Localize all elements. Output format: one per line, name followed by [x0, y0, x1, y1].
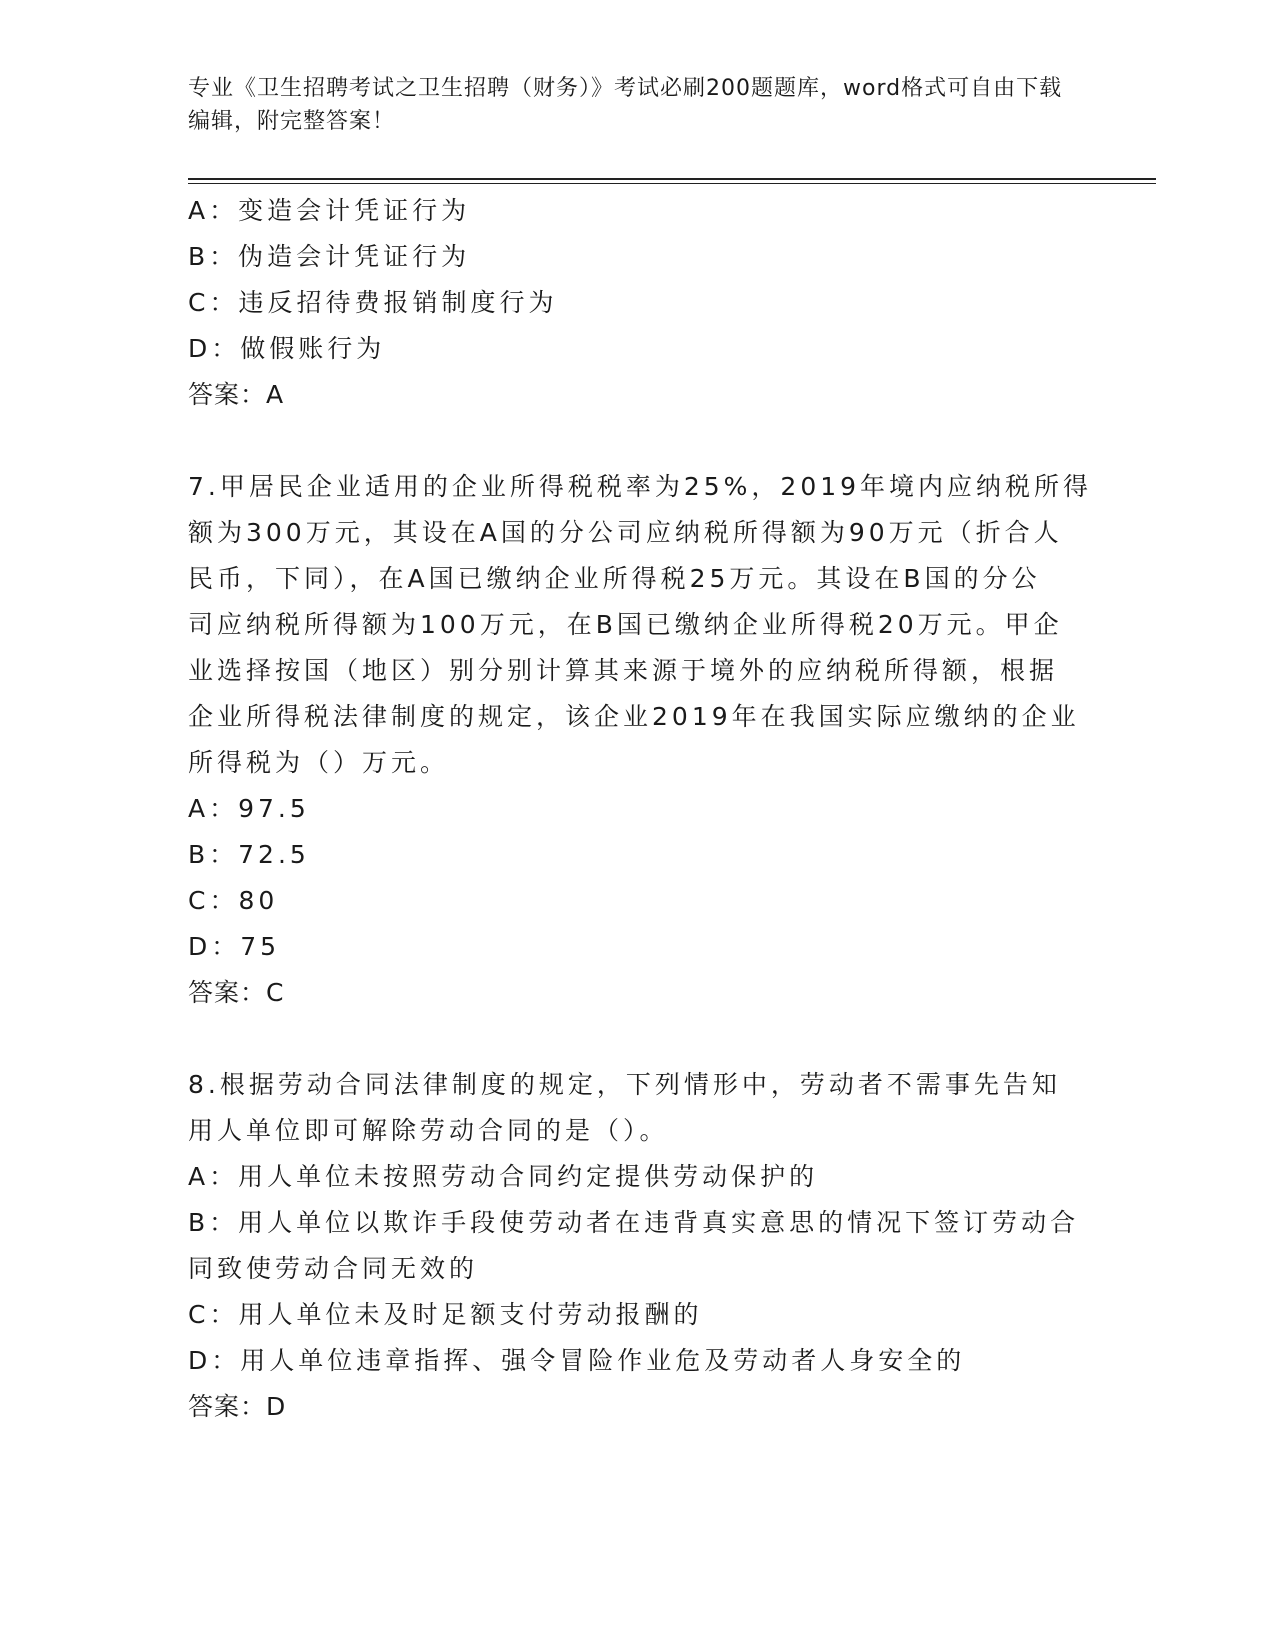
option-c: C：80 [188, 886, 279, 915]
option-b-continued: 同致使劳动合同无效的 [188, 1254, 479, 1283]
question-stem-line: 企业所得税法律制度的规定，该企业2019年在我国实际应缴纳的企业 [188, 702, 1080, 731]
header-divider-thick [188, 178, 1156, 180]
option-c: C：违反招待费报销制度行为 [188, 288, 558, 317]
page-header: 专业《卫生招聘考试之卫生招聘（财务）》考试必刷200题题库，word格式可自由下载编辑，附完整答案！ [188, 76, 1063, 134]
question-7 [188, 464, 1093, 1016]
question-stem-line: 所得税为（）万元。 [188, 748, 450, 777]
question-stem-line: 司应纳税所得额为100万元，在B国已缴纳企业所得税20万元。甲企 [188, 610, 1063, 639]
option-b: B：用人单位以欺诈手段使劳动者在违背真实意思的情况下签订劳动合 [188, 1208, 1080, 1237]
answer: 答案：A [188, 380, 285, 409]
answer: 答案：D [188, 1392, 287, 1421]
question-stem-line: 用人单位即可解除劳动合同的是（）。 [188, 1116, 669, 1145]
question-stem-line: 8.根据劳动合同法律制度的规定，下列情形中，劳动者不需事先告知 [188, 1070, 1061, 1099]
question-6 [188, 188, 1078, 418]
option-c: C：用人单位未及时足额支付劳动报酬的 [188, 1300, 703, 1329]
option-a: A：97.5 [188, 794, 310, 823]
question-8 [188, 1062, 1078, 1430]
question-stem-line: 民币，下同），在A国已缴纳企业所得税25万元。其设在B国的分公 [188, 564, 1041, 593]
option-d: D：做假账行为 [188, 334, 386, 363]
question-stem-line: 额为300万元，其设在A国的分公司应纳税所得额为90万元（折合人 [188, 518, 1063, 547]
header-divider-thin [188, 183, 1156, 184]
question-stem-line: 7.甲居民企业适用的企业所得税税率为25%，2019年境内应纳税所得 [188, 472, 1093, 501]
answer: 答案：C [188, 978, 285, 1007]
option-d: D：75 [188, 932, 281, 961]
question-content [188, 188, 1093, 1430]
option-b: B：72.5 [188, 840, 310, 869]
option-a: A：变造会计凭证行为 [188, 196, 471, 225]
spacer [188, 418, 1078, 464]
option-d: D：用人单位违章指挥、强令冒险作业危及劳动者人身安全的 [188, 1346, 966, 1375]
option-a: A：用人单位未按照劳动合同约定提供劳动保护的 [188, 1162, 819, 1191]
question-stem-line: 业选择按国（地区）别分别计算其来源于境外的应纳税所得额，根据 [188, 656, 1059, 685]
option-b: B：伪造会计凭证行为 [188, 242, 471, 271]
spacer [188, 1016, 1078, 1062]
